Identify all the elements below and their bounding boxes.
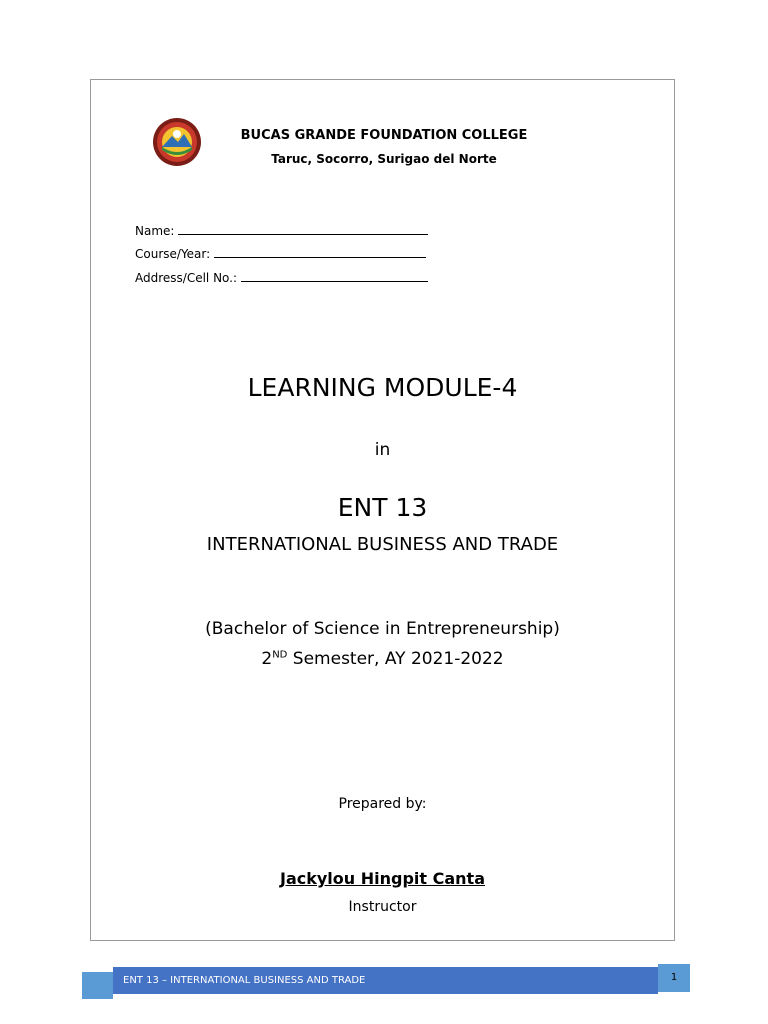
in-word: in [374,440,391,460]
name-label: Name: [135,224,175,238]
semester-text: Semester, AY 2021-2022 [287,649,504,669]
course-year-label: Course/Year: [135,247,211,261]
page-number: 1 [658,964,690,992]
name-blank [178,222,428,235]
module-title: LEARNING MODULE-4 [247,373,518,402]
college-name: BUCAS GRANDE FOUNDATION COLLEGE [240,128,528,143]
author-name: Jackylou Hingpit Canta [280,869,485,888]
prepared-by-label: Prepared by: [338,796,427,812]
name-field [135,222,428,238]
address-label: Address/Cell No.: [135,271,238,285]
semester [90,649,675,669]
course-year-field [135,245,426,261]
course-code: ENT 13 [337,493,428,522]
course-year-blank [214,245,426,258]
semester-suffix: ND [272,649,288,661]
address-blank [241,269,428,282]
college-address: Taruc, Socorro, Surigao del Norte [271,152,497,166]
address-field [135,269,428,285]
semester-number: 2 [261,649,273,669]
course-name: INTERNATIONAL BUSINESS AND TRADE [206,534,559,555]
author-role: Instructor [348,899,417,915]
footer-accent [82,972,113,999]
program-name: (Bachelor of Science in Entrepreneurship) [205,619,560,639]
footer-bar: ENT 13 – INTERNATIONAL BUSINESS AND TRADE [113,967,658,994]
college-seal-icon [148,117,206,167]
